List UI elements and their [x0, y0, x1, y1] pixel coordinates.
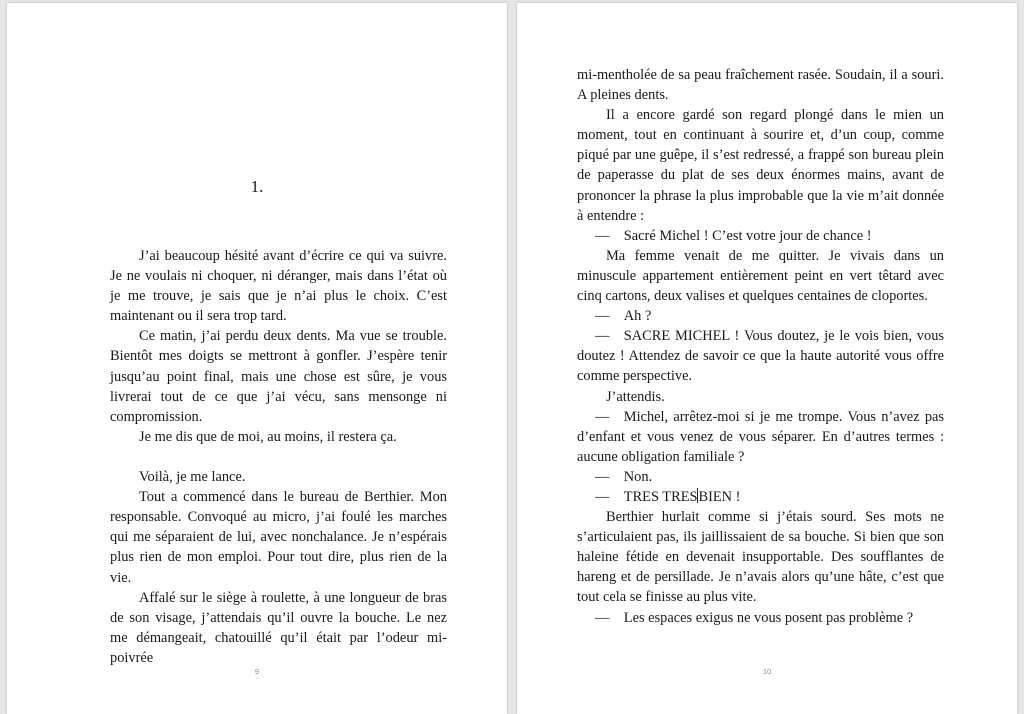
dialogue-line: — Ah ?: [595, 308, 652, 325]
paragraph: Je me dis que de moi, au moins, il restera ça.: [139, 428, 397, 445]
paragraph: J’attendis.: [606, 388, 665, 405]
dialogue-line: — Michel, arrêtez-moi si je me trompe. Vous n’avez pas d’enfant et vous venez de vous séparer. En d’autres termes : aucune obligation familiale ?: [577, 408, 944, 465]
paragraph: mi-mentholée de sa peau fraîchement rasée. Soudain, il a souri. A pleines dents.: [577, 67, 944, 104]
dialogue-line: [577, 487, 944, 507]
paragraph: Voilà, je me lance.: [139, 469, 246, 486]
paragraph: J’ai beaucoup hésité avant d’écrire ce qui va suivre. Je ne voulais ni choquer, ni déranger, mais dans l’état où je me trouve, je sais que je n’ai plus le choix. C’est maintenant ou il sera trop tard.: [110, 248, 447, 325]
dialogue-text: — TRES TRES: [595, 488, 698, 505]
document-page-right[interactable]: [517, 3, 1017, 714]
chapter-heading: 1.: [250, 177, 264, 196]
paragraph: Il a encore gardé son regard plongé dans le mien un moment, tout en continuant à sourire et, d’un coup, comme piqué par une guêpe, il s’est redressé, a frappé son bureau plein de paperasse du plat de ses deux énormes mains, avant de prononcer la phrase la plus improbable que la vie m’ait donnée à entendre :: [577, 107, 944, 224]
document-page-left[interactable]: [7, 3, 507, 714]
dialogue-text: BIEN !: [698, 488, 741, 505]
paragraph: Ma femme venait de me quitter. Je vivais dans un minuscule appartement entièrement peint en vert têtard avec cinq cartons, deux valises et quelques centaines de cloportes.: [577, 247, 944, 305]
paragraph: Berthier hurlait comme si j’étais sourd. Ses mots ne s’articulaient pas, ils jaillissaient de sa bouche. Si bien que son haleine fétide en devenait insupportable. Des soufflantes de hareng et de persillade. Je n’avais alors qu’une hâte, c’est que tout cela se finisse au plus vite.: [577, 509, 944, 606]
page-text-column[interactable]: [110, 246, 447, 668]
paragraph: Affalé sur le siège à roulette, à une longueur de bras de son visage, j’attendais qu’il ouvre la bouche. Le nez me démangeait, chatouillé qu’il était par l’odeur mi-poivrée: [110, 589, 447, 666]
page-number: 10: [762, 667, 772, 676]
page-number: 9: [254, 667, 260, 676]
paragraph: Tout a commencé dans le bureau de Berthier. Mon responsable. Convoqué au micro, j’ai foulé les marches qui me séparaient de lui, avec nonchalance. Je n’espérais plus rien de mon emploi. Pour tout dire, plus rien de la vie.: [110, 489, 447, 586]
blank-line: [110, 447, 447, 467]
dialogue-line: — Non.: [595, 468, 653, 485]
dialogue-line: — Les espaces exigus ne vous posent pas problème ?: [595, 609, 914, 626]
page-text-column[interactable]: [577, 65, 944, 628]
paragraph: Ce matin, j’ai perdu deux dents. Ma vue se trouble. Bientôt mes doigts se mettront à gonfler. J’espère tenir jusqu’au point final, mais une chose est sûre, je vous livrerai tout de ce que j’ai vécu, sans mensonge ni compromission.: [110, 328, 447, 425]
dialogue-line: — Sacré Michel ! C’est votre jour de chance !: [595, 227, 872, 244]
dialogue-line: — SACRE MICHEL ! Vous doutez, je le vois bien, vous doutez ! Attendez de savoir ce que la haute autorité vous offre comme perspective.: [577, 328, 944, 385]
